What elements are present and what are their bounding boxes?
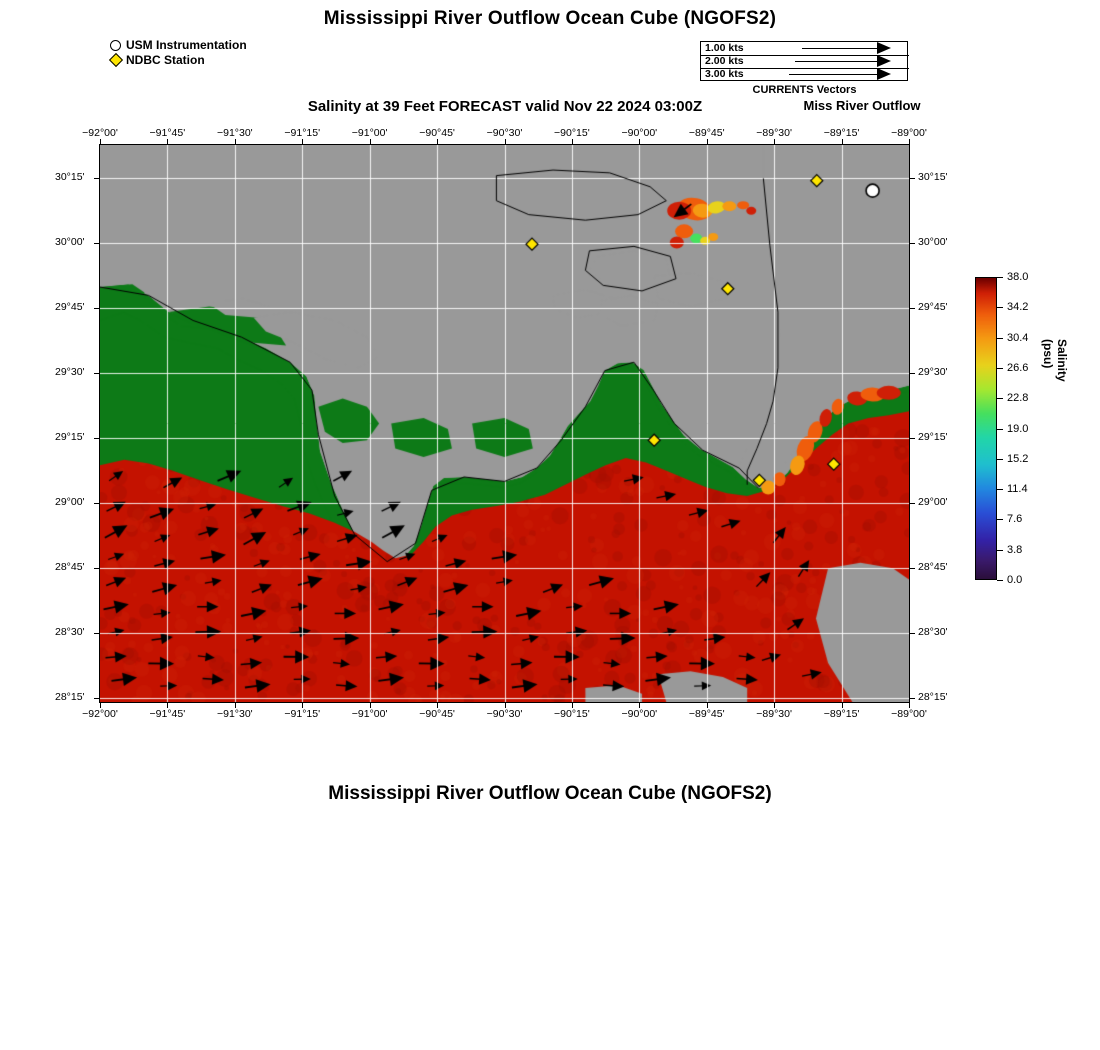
- x-axis-tick-label: −89°00': [891, 127, 927, 139]
- y-axis-tick-label: 30°00': [55, 235, 85, 248]
- x-axis-tick-label: −90°15': [554, 708, 590, 720]
- x-axis-tick: [437, 139, 438, 144]
- colorbar-tick: [997, 398, 1003, 399]
- y-axis-tick-label: 29°00': [55, 495, 85, 508]
- colorbar-tick: [997, 307, 1003, 308]
- x-axis-tick: [302, 139, 303, 144]
- x-axis-tick: [909, 139, 910, 144]
- colorbar-tick-label: 19.0: [1007, 422, 1029, 435]
- y-axis-tick: [910, 438, 915, 439]
- y-axis-tick-label: 28°15': [55, 690, 85, 703]
- x-axis-tick-label: −90°30': [486, 127, 523, 139]
- y-axis-tick: [94, 178, 99, 179]
- x-axis-tick-label: −92°00': [82, 708, 118, 720]
- x-axis-tick: [235, 139, 236, 144]
- x-axis-tick-label: −89°00': [891, 708, 927, 720]
- x-axis-tick-label: −91°30': [216, 708, 253, 720]
- colorbar-tick: [997, 368, 1003, 369]
- x-axis-tick: [302, 703, 303, 708]
- outflow-annotation: Miss River Outflow: [803, 98, 921, 113]
- vector-key-label: 2.00 kts: [705, 55, 744, 67]
- footer-title: Mississippi River Outflow Ocean Cube (NGOFS2): [328, 783, 772, 804]
- x-axis-tick-label: −91°15': [284, 708, 321, 720]
- x-axis-tick-label: −90°30': [486, 708, 523, 720]
- colorbar-tick-label: 26.6: [1007, 361, 1029, 374]
- x-axis-tick: [842, 139, 843, 144]
- colorbar-tick: [997, 519, 1003, 520]
- x-axis-tick-label: −89°30': [756, 708, 792, 720]
- x-axis-tick: [370, 139, 371, 144]
- x-axis-tick-label: −90°15': [554, 127, 590, 139]
- x-axis-tick: [842, 703, 843, 708]
- x-axis-tick: [370, 703, 371, 708]
- x-axis-tick-label: −90°00': [621, 708, 658, 720]
- x-axis-tick-label: −91°00': [351, 127, 388, 139]
- y-axis-tick: [94, 633, 99, 634]
- y-axis-tick: [910, 568, 915, 569]
- colorbar-tick-label: 30.4: [1007, 331, 1029, 344]
- page-title: Mississippi River Outflow Ocean Cube (NGOFS2): [323, 8, 777, 29]
- x-axis-tick: [774, 139, 775, 144]
- colorbar-tick: [997, 338, 1003, 339]
- y-axis-tick-label: 29°30': [918, 365, 948, 378]
- x-axis-tick-label: −91°30': [216, 127, 253, 139]
- y-axis-tick-label: 28°30': [55, 625, 85, 638]
- y-axis-tick-label: 28°45': [918, 560, 948, 573]
- x-axis-tick: [100, 139, 101, 144]
- x-axis-tick: [572, 139, 573, 144]
- x-axis-tick-label: −91°45': [149, 708, 186, 720]
- y-axis-tick-label: 28°15': [918, 690, 948, 703]
- x-axis-tick-label: −90°45': [419, 708, 455, 720]
- colorbar-tick-label: 0.0: [1007, 574, 1023, 586]
- y-axis-tick-label: 30°00': [918, 235, 948, 248]
- y-axis-tick-label: 28°45': [55, 560, 85, 573]
- x-axis-tick: [235, 703, 236, 708]
- x-axis-tick-label: −89°45': [688, 708, 725, 720]
- x-axis-tick: [167, 703, 168, 708]
- vector-key-label: 1.00 kts: [705, 42, 744, 54]
- x-axis-tick: [505, 139, 506, 144]
- y-axis-tick-label: 29°15': [55, 430, 85, 443]
- x-axis-tick: [167, 139, 168, 144]
- x-axis-tick: [707, 703, 708, 708]
- x-axis-tick-label: −90°00': [621, 127, 658, 139]
- x-axis-tick-label: −91°15': [284, 127, 321, 139]
- x-axis-tick: [505, 703, 506, 708]
- x-axis-tick-label: −89°15': [823, 127, 860, 139]
- y-axis-tick-label: 29°15': [918, 430, 948, 443]
- y-axis-tick: [94, 698, 99, 699]
- y-axis-tick: [94, 568, 99, 569]
- y-axis-tick-label: 29°45': [918, 300, 948, 313]
- x-axis-tick-label: −89°15': [823, 708, 860, 720]
- colorbar-tick: [997, 277, 1003, 278]
- x-axis-tick-label: −89°30': [756, 127, 792, 139]
- x-axis-tick: [909, 703, 910, 708]
- vector-key-label: 3.00 kts: [705, 68, 744, 80]
- y-axis-tick: [910, 698, 915, 699]
- y-axis-tick: [910, 633, 915, 634]
- x-axis-tick-label: −90°45': [419, 127, 455, 139]
- x-axis-tick: [707, 139, 708, 144]
- x-axis-tick: [639, 139, 640, 144]
- colorbar-tick: [997, 489, 1003, 490]
- x-axis-tick: [774, 703, 775, 708]
- colorbar-tick: [997, 429, 1003, 430]
- colorbar-tick-label: 15.2: [1007, 452, 1029, 465]
- colorbar-title: Salinity (psu): [1041, 339, 1069, 382]
- y-axis-tick: [910, 503, 915, 504]
- legend-item-label: NDBC Station: [126, 53, 205, 67]
- x-axis-tick: [437, 703, 438, 708]
- chart-subtitle: Salinity at 39 Feet FORECAST valid Nov 22 2024 03:00Z: [307, 98, 703, 115]
- colorbar-tick-label: 22.8: [1007, 392, 1029, 405]
- x-axis-tick-label: −89°45': [688, 127, 725, 139]
- colorbar-tick: [997, 580, 1003, 581]
- y-axis-tick: [94, 438, 99, 439]
- colorbar-tick-label: 38.0: [1007, 271, 1029, 283]
- y-axis-tick: [910, 308, 915, 309]
- colorbar-gradient: [975, 277, 997, 580]
- legend-item-label: USM Instrumentation: [126, 38, 247, 52]
- y-axis-tick-label: 29°00': [918, 495, 948, 508]
- x-axis-tick: [572, 703, 573, 708]
- y-axis-tick-label: 30°15': [55, 170, 85, 183]
- x-axis-tick-label: −91°45': [149, 127, 186, 139]
- colorbar-tick: [997, 459, 1003, 460]
- colorbar-tick: [997, 550, 1003, 551]
- x-axis-tick-label: −91°00': [351, 708, 388, 720]
- colorbar-tick-label: 34.2: [1007, 301, 1029, 314]
- y-axis-tick: [94, 308, 99, 309]
- colorbar-tick-label: 11.4: [1007, 483, 1028, 496]
- vector-key-caption: CURRENTS Vectors: [752, 84, 857, 96]
- y-axis-tick-label: 30°15': [918, 170, 948, 183]
- y-axis-tick: [94, 503, 99, 504]
- x-axis-tick: [100, 703, 101, 708]
- colorbar-tick-label: 3.8: [1007, 543, 1023, 556]
- y-axis-tick-label: 29°30': [55, 365, 85, 378]
- y-axis-tick: [94, 373, 99, 374]
- x-axis-tick: [639, 703, 640, 708]
- y-axis-tick: [910, 373, 915, 374]
- x-axis-tick-label: −92°00': [82, 127, 118, 139]
- y-axis-tick: [910, 178, 915, 179]
- y-axis-tick-label: 28°30': [918, 625, 948, 638]
- y-axis-tick: [94, 243, 99, 244]
- y-axis-tick: [910, 243, 915, 244]
- colorbar-tick-label: 7.6: [1007, 513, 1023, 526]
- y-axis-tick-label: 29°45': [55, 300, 85, 313]
